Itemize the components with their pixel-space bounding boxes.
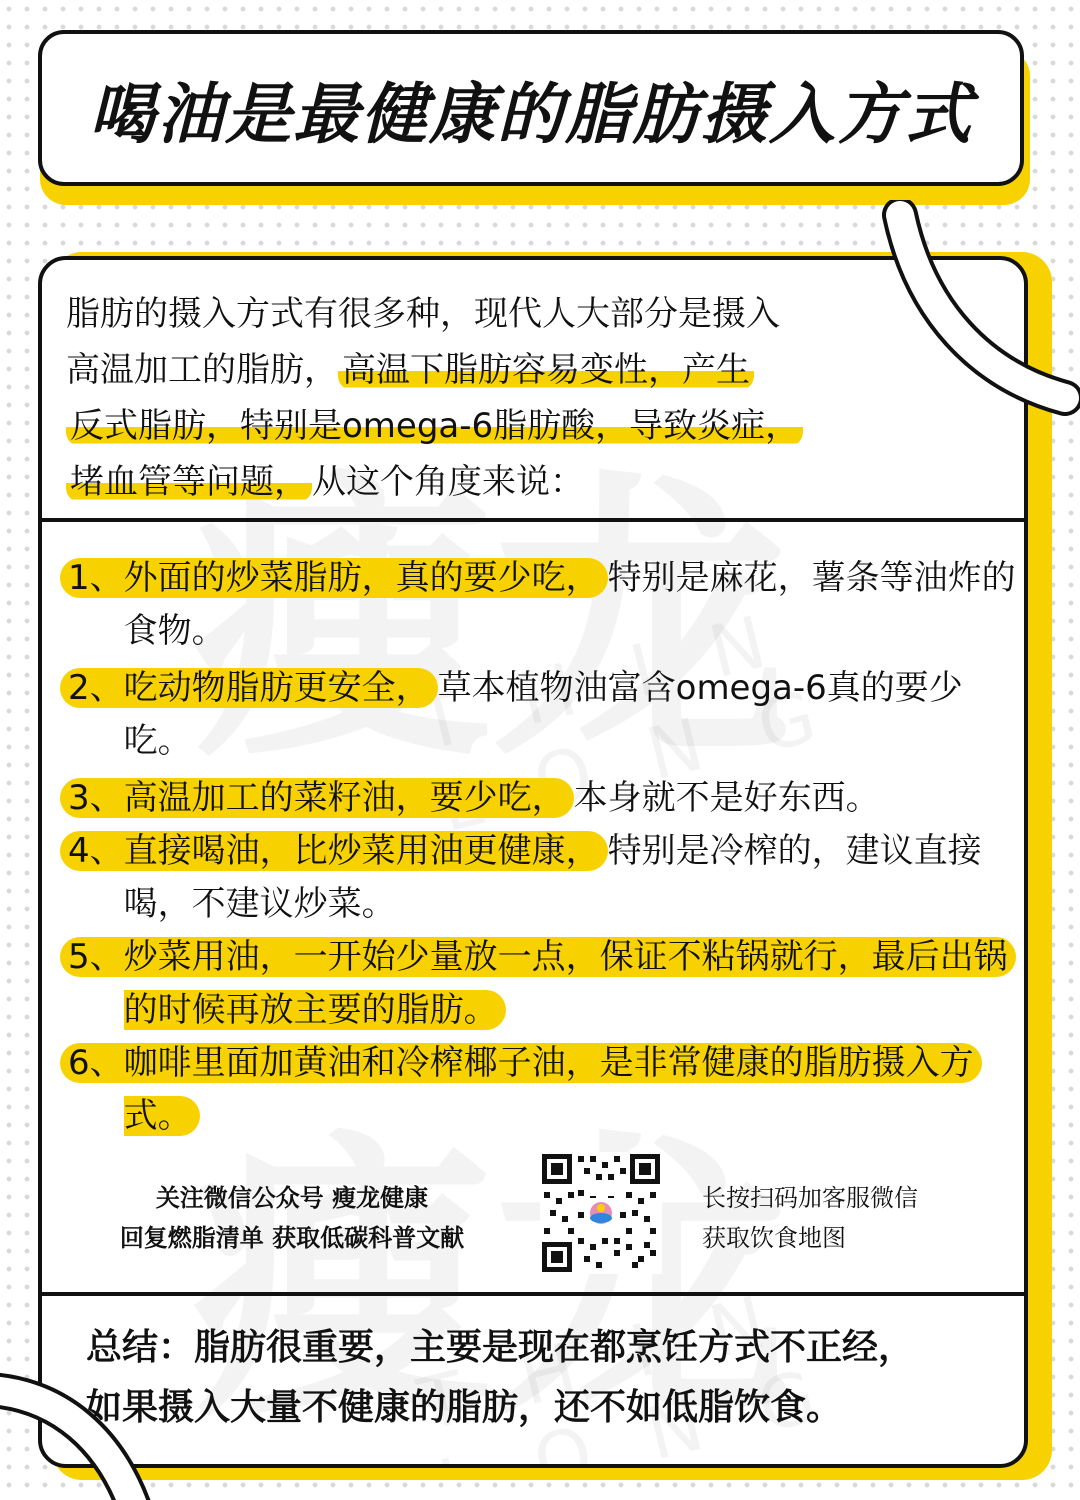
- tip-item-5: [60, 931, 1020, 1037]
- page-title: 喝油是最健康的脂肪摄入方式: [89, 75, 973, 153]
- tip-number: 6、: [60, 1043, 124, 1083]
- tip-text: 特别是麻花，薯条等油炸的食物。: [123, 558, 1016, 651]
- qr-code-icon[interactable]: [540, 1152, 662, 1274]
- tip-text: 草本植物油富含omega-6真的要少吃。: [123, 668, 963, 761]
- promo-left-line-1: 关注微信公众号 瘦龙健康: [155, 1184, 429, 1212]
- tip-highlight: 炒菜用油，一开始少量放一点，保证不粘锅就行，最后出锅的时候再放主要的脂肪。: [124, 937, 1016, 1030]
- tip-text: 本身就不是好东西。: [573, 778, 880, 818]
- tips-list: [60, 552, 1020, 1143]
- tip-item-2: [60, 662, 1020, 768]
- tip-item-6: [60, 1037, 1020, 1143]
- intro-line-4-plain: 从这个角度来说：: [312, 462, 584, 502]
- intro-highlight-2: 反式脂肪，特别是omega-6脂肪酸，导致炎症，: [66, 406, 803, 446]
- tip-item-4: [60, 825, 1020, 931]
- intro-line-2: [66, 342, 1006, 398]
- main-card: [38, 256, 1028, 1468]
- tip-number: 2、: [60, 668, 124, 708]
- intro-line-3: [66, 398, 1006, 454]
- tip-highlight: 高温加工的菜籽油，要少吃，: [124, 778, 574, 818]
- divider-top: [42, 518, 1024, 522]
- tip-highlight: 外面的炒菜脂肪，真的要少吃，: [124, 558, 608, 598]
- promo-right-line-2: 获取饮食地图: [702, 1224, 846, 1252]
- intro-highlight-1: 高温下脂肪容易变性，产生: [338, 350, 754, 390]
- promo-left-line-2: 回复燃脂清单 获取低碳科普文献: [119, 1224, 465, 1252]
- summary-line-2: 如果摄入大量不健康的脂肪，还不如低脂饮食。: [86, 1387, 843, 1428]
- tip-highlight: 直接喝油，比炒菜用油更健康，: [124, 831, 608, 871]
- intro-highlight-3: 堵血管等问题，: [66, 462, 312, 502]
- promo-customer-service: [702, 1178, 918, 1258]
- intro-line-1: 脂肪的摄入方式有很多种，现代人大部分是摄入: [66, 294, 780, 334]
- promo-right-line-1: 长按扫码加客服微信: [702, 1184, 918, 1212]
- summary-line-1: 总结：脂肪很重要，主要是现在都烹饪方式不正经，: [86, 1327, 915, 1368]
- tip-highlight: 咖啡里面加黄油和冷榨椰子油，是非常健康的脂肪摄入方式。: [124, 1043, 982, 1136]
- title-card: [38, 30, 1024, 186]
- tip-number: 5、: [60, 937, 124, 977]
- promo-wechat-official: [42, 1178, 542, 1258]
- divider-bottom: [42, 1292, 1024, 1296]
- tip-number: 4、: [60, 831, 124, 871]
- intro-line-2-plain: 高温加工的脂肪，: [66, 350, 338, 390]
- summary: [86, 1318, 1006, 1438]
- tip-text: 特别是冷榨的，建议直接喝，不建议炒菜。: [123, 831, 982, 924]
- tip-highlight: 吃动物脂肪更安全，: [124, 668, 438, 708]
- intro-line-4: [66, 454, 1006, 510]
- tip-number: 1、: [60, 558, 124, 598]
- tip-number: 3、: [60, 778, 124, 818]
- intro-paragraph: [66, 286, 1006, 510]
- tip-item-1: [60, 552, 1020, 658]
- tip-item-3: [60, 772, 1020, 825]
